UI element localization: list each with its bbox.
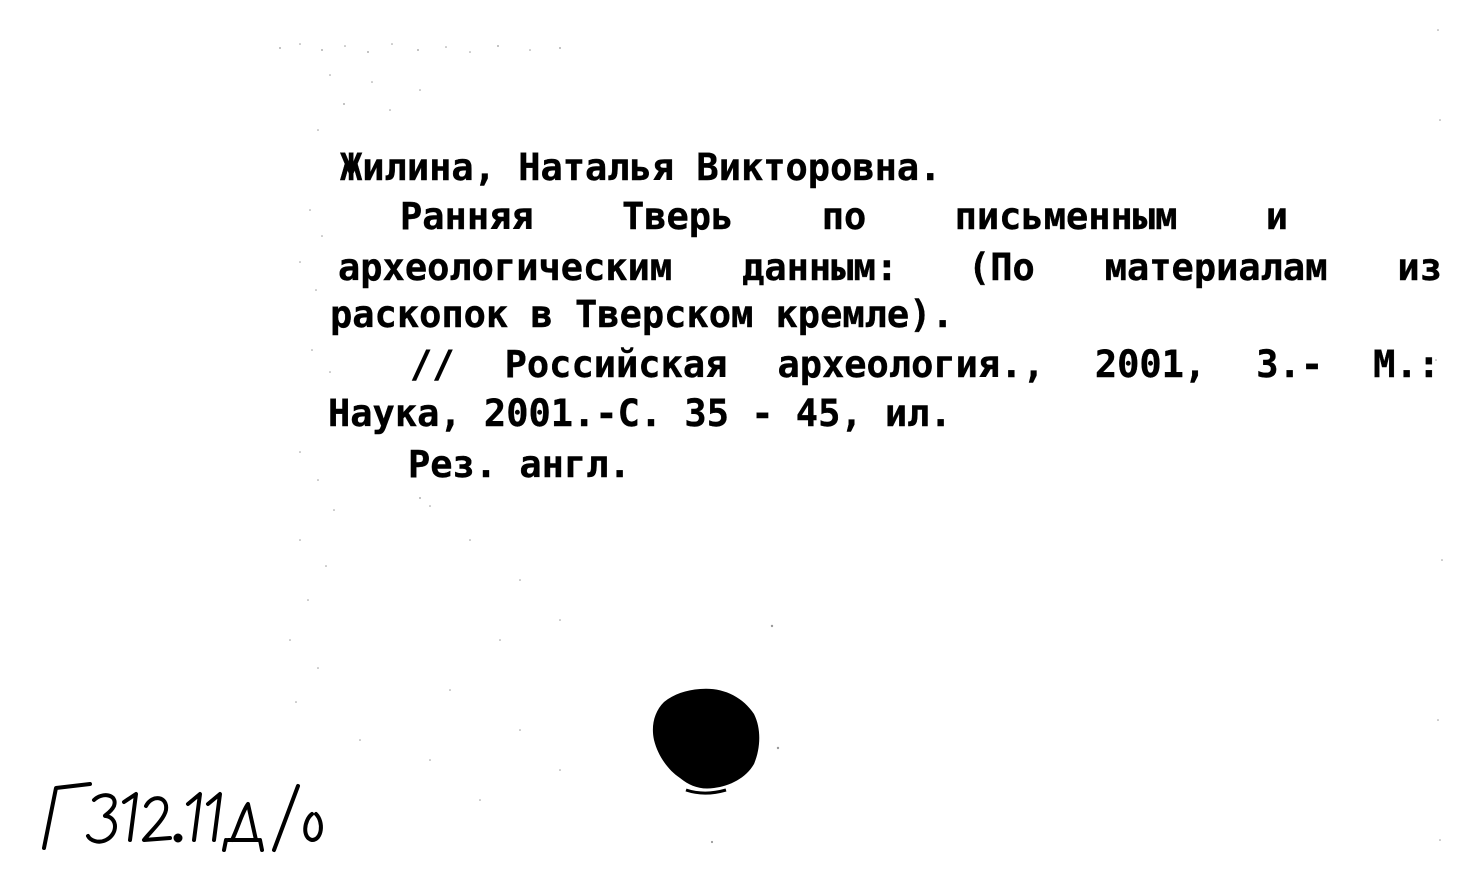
source-line-1	[410, 343, 1440, 387]
source-word: М.:	[1373, 343, 1440, 386]
title-word: данным:	[742, 246, 899, 289]
source-word: 2001,	[1094, 343, 1207, 386]
title-word: материалам	[1104, 246, 1328, 289]
title-word: (По	[967, 246, 1035, 289]
title-word: по	[821, 195, 867, 238]
title-line-2	[338, 246, 1442, 290]
punch-hole-icon	[650, 686, 762, 796]
title-word: археологическим	[338, 246, 673, 289]
handwritten-shelfmark	[36, 778, 356, 858]
title-line-3: раскопок в Тверском кремле).	[330, 293, 954, 336]
source-word: //	[410, 343, 455, 386]
title-word: и	[1265, 195, 1288, 238]
source-line-2: Наука, 2001.-С. 35 - 45, ил.	[328, 392, 952, 435]
title-word: Тверь	[621, 195, 734, 238]
author-heading: Жилина, Наталья Викторовна.	[340, 146, 942, 189]
summary-note: Рез. англ.	[408, 443, 631, 486]
source-word: археология.,	[777, 343, 1045, 386]
title-word: из	[1397, 246, 1442, 289]
title-word: письменным	[954, 195, 1178, 238]
title-word: Ранняя	[400, 195, 534, 238]
source-word: 3.-	[1256, 343, 1324, 386]
source-word: Российская	[504, 343, 728, 386]
title-line-1	[400, 195, 1288, 239]
